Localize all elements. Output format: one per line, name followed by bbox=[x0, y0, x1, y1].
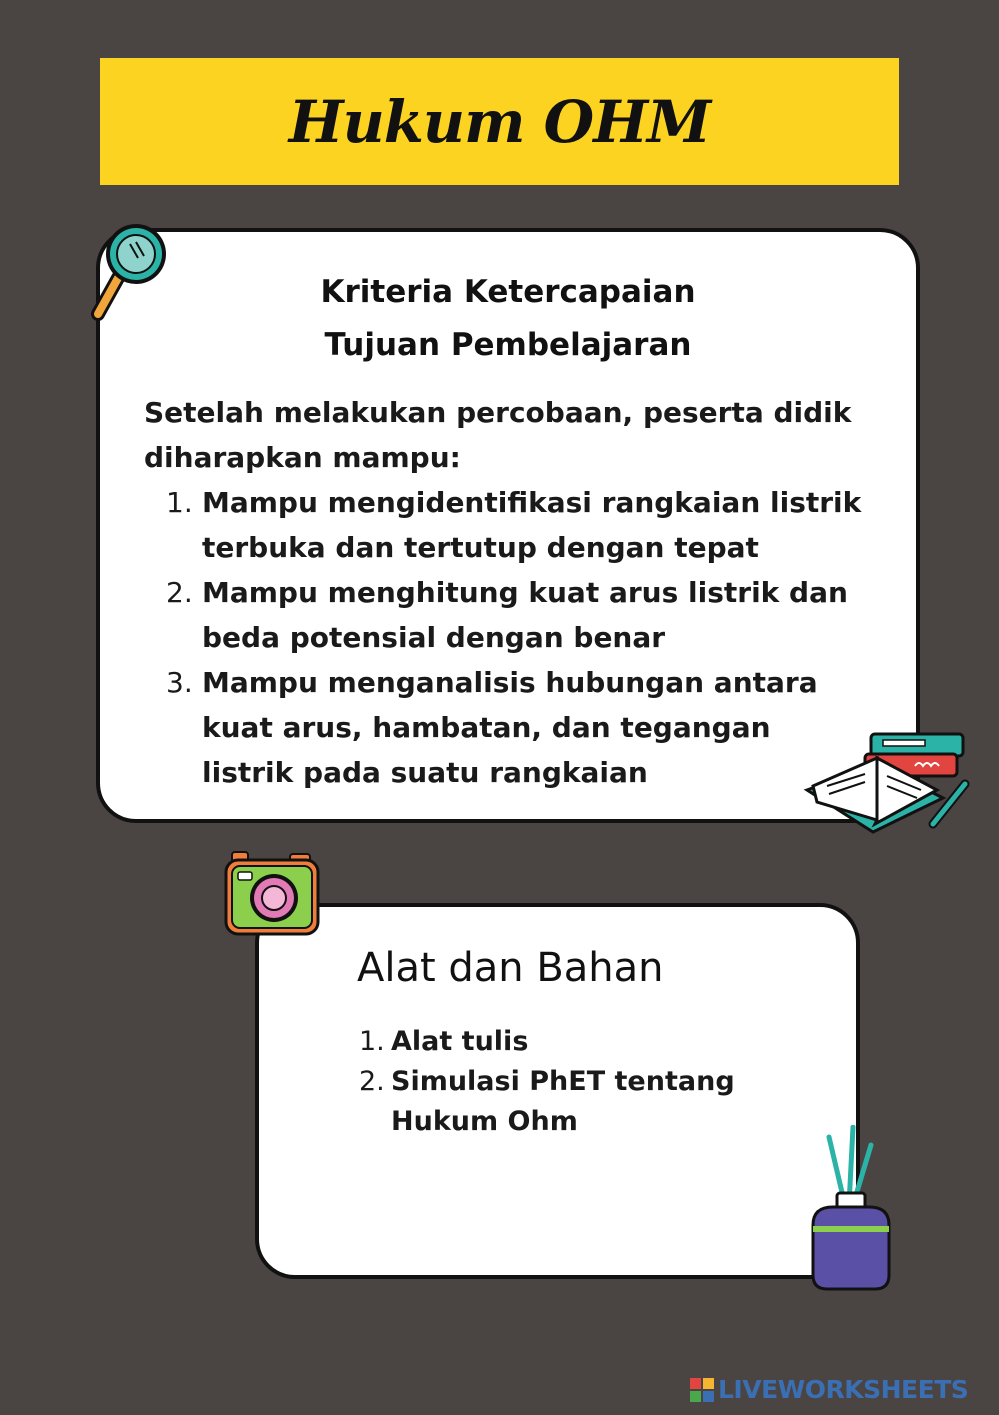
list-item-number: 1. bbox=[359, 1026, 385, 1057]
materials-heading: Alat dan Bahan bbox=[357, 945, 664, 991]
footer-brand: LIVEWORKSHEETS bbox=[718, 1375, 969, 1404]
list-item bbox=[359, 1062, 759, 1142]
materials-card bbox=[255, 903, 860, 1279]
materials-list bbox=[359, 1022, 759, 1142]
objectives-heading-line2: Tujuan Pembelajaran bbox=[324, 327, 692, 363]
list-item-number: 1. bbox=[166, 486, 193, 519]
liveworksheets-logo-icon bbox=[690, 1378, 714, 1402]
objectives-heading bbox=[100, 266, 916, 372]
objectives-intro: Setelah melakukan percobaan, peserta didik diharapkan mampu: bbox=[144, 396, 852, 474]
title-banner bbox=[100, 58, 899, 185]
footer-logo bbox=[690, 1375, 968, 1404]
list-item-text: Mampu menganalisis hubungan antara kuat arus, hambatan, dan tegangan listrik pada suatu rangkaian bbox=[202, 666, 818, 789]
list-item bbox=[166, 660, 866, 795]
list-item bbox=[359, 1022, 759, 1062]
list-item-number: 2. bbox=[359, 1066, 385, 1097]
list-item-text: Alat tulis bbox=[391, 1026, 529, 1057]
objectives-card bbox=[96, 228, 920, 823]
list-item bbox=[166, 570, 866, 660]
objectives-heading-line1: Kriteria Ketercapaian bbox=[320, 274, 696, 310]
list-item-number: 3. bbox=[166, 666, 193, 699]
list-item-number: 2. bbox=[166, 576, 193, 609]
camera-icon bbox=[224, 850, 320, 936]
list-item bbox=[166, 480, 866, 570]
list-item-text: Mampu mengidentifikasi rangkaian listrik terbuka dan tertutup dengan tepat bbox=[202, 486, 862, 564]
magnifier-icon bbox=[88, 218, 172, 326]
list-item-text: Mampu menghitung kuat arus listrik dan beda potensial dengan benar bbox=[202, 576, 848, 654]
page-title: Hukum OHM bbox=[288, 87, 711, 156]
books-icon bbox=[803, 728, 973, 846]
list-item-text: Simulasi PhET tentang Hukum Ohm bbox=[391, 1066, 735, 1137]
diffuser-icon bbox=[805, 1125, 895, 1293]
objectives-list bbox=[166, 480, 866, 795]
